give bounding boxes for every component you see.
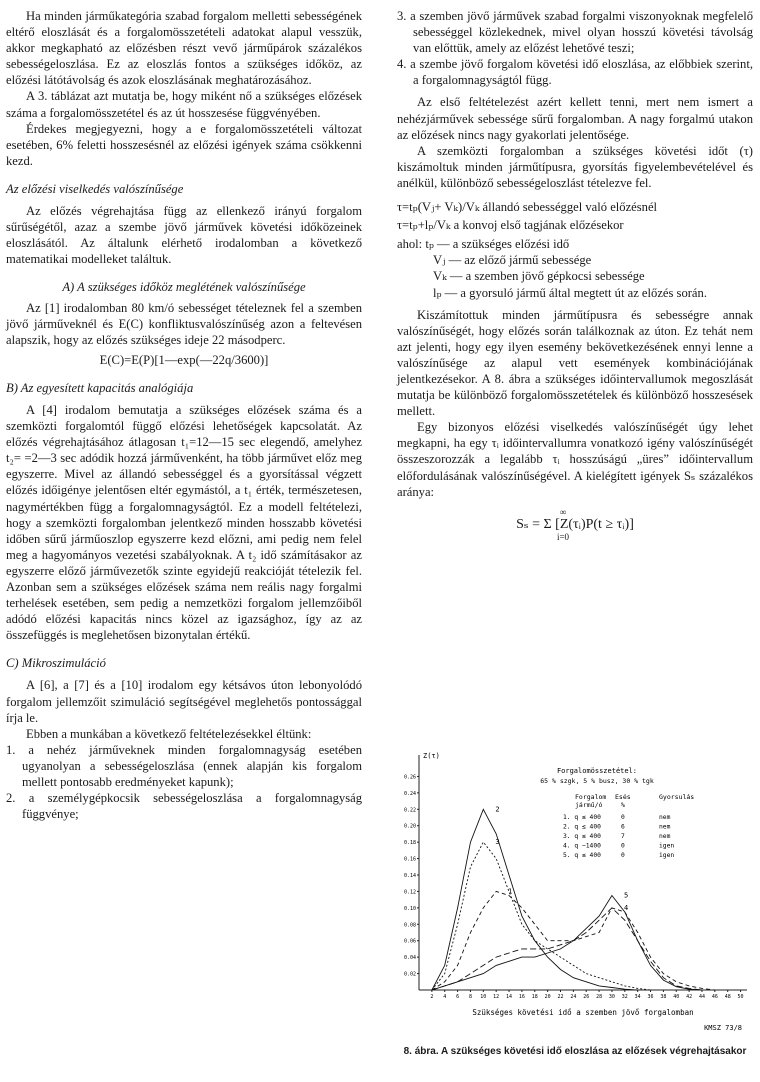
definition: lₚ — a gyorsuló jármű által megtett út az előzés során. <box>433 285 707 300</box>
paragraph: Egy bizonyos előzési viselkedés valószínűségét úgy lehet megkapni, ha egy τᵢ időintervallumra vonatkozó igény valószínűségét összeszorozzák a legalább τᵢ hosszúságú „üres” időintervallum előfordulásának valószínűségével. A kielégített igények Sₛ százalékos aránya: <box>397 420 753 499</box>
x-tick-label: 20 <box>544 994 551 1000</box>
series-label: 1 <box>508 887 513 896</box>
chart-legend <box>540 767 694 859</box>
x-tick-label: 24 <box>570 994 577 1000</box>
sum-lower-limit: i=0 <box>556 531 570 542</box>
paragraph: A [4] irodalom bemutatja a szükséges előzések száma és a szemközti forgalomtól függő előzési lehetőségek kapcsolatát. Az előzés végrehajtásához átlagosan t₁=12—15 sec elegendő, amelyhez t₂= =2—3 sec adódik hozzá járművenként, ha több járművet előz meg egyszerre. Mivel az állandó sebességgel és a gyorsítással végzett előzés időigénye jelentősen eltér egymástól, a t₁ érték, természetesen, nagymértékben függ a forgalomnagyságtól. Ez a modell feltételezi, hogy a szemközti forgalomban jelentkező minden hosszabb követési időben sűrű járműoszlop egyszerre kezd előzni, ami pedig nem felel meg a hagyományos vezetési szabályoknak. A t₂ idő számításakor az egyszerre előző járművezetők szinte egyidejű reakcióját tételezik fel. Azonban sem a szükséges előzések száma nem reális nagy forgalmi terhelések esetében, sem pedig a nemzetközi forgalom jellemzőiből adódó előzési kapacitás nincs közel az igazsághoz, így az az összefüggés is meglehetősen bizonytalan értékű. <box>6 402 362 643</box>
x-tick-label: 18 <box>531 994 538 1000</box>
definition: Vⱼ — az előző jármű sebessége <box>433 253 592 268</box>
sum-equation <box>397 508 753 542</box>
x-tick-label: 48 <box>724 994 731 1000</box>
figure-8-chart <box>397 745 759 1055</box>
paragraph: Az előzés végrehajtása függ az ellenkező irányú forgalom sűrűségétől, azaz a szembe jövő járművek követési időközeinek eloszlásától. Az általunk elérhető irodalomban a következő matematikai modelleket találtuk. <box>6 204 362 267</box>
x-tick-label: 36 <box>647 994 654 1000</box>
x-tick-label: 44 <box>698 994 705 1000</box>
figure-caption: 8. ábra. A szükséges követési idő eloszlása az előzések végrehajtásakor <box>403 1046 747 1057</box>
y-tick-label: 0.22 <box>403 807 416 814</box>
x-tick-label: 22 <box>557 994 564 1000</box>
legend-row-flow: 1. q ≤ 400 <box>563 814 601 821</box>
series-label: 5 <box>623 891 629 900</box>
legend-row-flow: 2. q ≤ 400 <box>563 823 601 831</box>
paragraph: A [6], a [7] és a [10] irodalom egy kétsávos úton lebonyolódó forgalom jellemzőit szimuláció segítségével meglehetős pontossággal írja le. <box>6 678 362 725</box>
legend-header: 65 % szgk, 5 % busz, 30 % tgk <box>540 777 654 785</box>
section-heading: C) Mikroszimuláció <box>6 656 106 671</box>
x-tick-label: 10 <box>480 994 487 1000</box>
paragraph: Érdekes megjegyezni, hogy a e forgalomösszetételi változat esetében, 6% feletti hosszesésnél az előzési igények száma csökkenni kezd. <box>6 121 362 168</box>
legend-row-slope: 0 <box>621 814 625 821</box>
section-heading: A) A szükséges időköz meglétének valószínűsége <box>62 280 306 295</box>
x-tick-label: 32 <box>621 994 628 1000</box>
series-label: 4 <box>623 903 629 912</box>
formula: τ=tₚ+lₚ/Vₖ a konvoj első tagjának előzésekor <box>397 218 624 233</box>
series-label: 3 <box>495 838 500 847</box>
x-axis-label: Szükséges követési idő a szemben jövő forgalomban <box>472 1008 694 1017</box>
sum-upper-limit: ∞ <box>559 506 567 517</box>
section-heading: B) Az egyesített kapacitás analógiája <box>6 380 194 395</box>
legend-row-accel: nem <box>659 833 671 840</box>
symbol-definitions <box>397 236 753 300</box>
paragraph: A 3. táblázat azt mutatja be, hogy miként nő a szükséges előzések száma a forgalomösszetétel és az út hosszesése függvényében. <box>6 89 362 120</box>
formula: τ=tₚ(Vⱼ+ Vₖ)/Vₖ állandó sebességgel való előzésnél <box>397 200 658 215</box>
equation: E(C)=E(P)[1—exp(—22q/3600)] <box>99 352 269 367</box>
legend-row-slope: 6 <box>621 823 625 831</box>
legend-column-header: Esés <box>615 793 631 801</box>
x-tick-label: 34 <box>634 994 641 1000</box>
x-tick-label: 16 <box>518 994 525 1000</box>
y-tick-label: 0.24 <box>403 790 416 797</box>
x-tick-label: 26 <box>583 994 590 1000</box>
x-tick-label: 8 <box>468 994 472 1000</box>
y-tick-label: 0.26 <box>403 774 416 781</box>
left-column <box>6 8 362 822</box>
y-axis-label: Z(τ) <box>423 752 440 760</box>
x-tick-label: 4 <box>443 994 447 1000</box>
legend-row-slope: 0 <box>621 842 625 850</box>
legend-column-header: Forgalom <box>575 793 607 801</box>
series-line <box>432 842 651 990</box>
legend-row-slope: 0 <box>621 852 625 859</box>
x-tick-label: 28 <box>596 994 603 1000</box>
y-tick-label: 0.12 <box>403 889 416 896</box>
paragraph: Kiszámítottuk minden járműtípusra és sebességre annak valószínűségét, hogy előzés során találkoznak az úton. Ez tehát nem azt jelenti, hogy egy ilyen esemény bekövetkezésének ennyi lenne a valószínűsége az alapul vett események kombinációjának jelentkezésekor. A 8. ábra a szükséges időintervallumok megoszlását mutatja be különböző forgalomösszetételek és különböző hosszesések mellett. <box>397 307 753 419</box>
paragraph: Ebben a munkában a következő feltételezésekkel éltünk: <box>26 726 312 741</box>
legend-row-accel: nem <box>659 814 671 821</box>
y-tick-label: 0.14 <box>403 873 416 879</box>
list-item: 3. a szemben jövő járművek szabad forgalmi viszonyoknak megfelelő sebességgel közlekednek, mivel olyan hosszú követési távolság van előttük, amely az előzést lehetővé teszi; <box>397 9 753 56</box>
x-tick-label: 6 <box>456 994 460 1000</box>
y-tick-label: 0.18 <box>403 840 416 847</box>
legend-row-accel: igen <box>659 852 675 859</box>
y-tick-label: 0.06 <box>403 938 416 945</box>
paragraph: A szemközti forgalomban a szükséges követési időt (τ) kiszámoltuk minden járműtípusra, gyorsítás figyelembevételével és anélkül, különböző sebességeloszlást tételezve fel. <box>397 143 753 190</box>
legend-row-slope: 7 <box>621 833 625 840</box>
definition: ahol: tₚ — a szükséges előzési idő <box>397 237 570 252</box>
legend-column-header: jármű/ó <box>575 801 603 809</box>
x-tick-label: 50 <box>737 994 744 1000</box>
y-tick-label: 0.02 <box>403 971 416 978</box>
legend-column-header: % <box>621 801 625 809</box>
sum-formula: Sₛ = Σ [Z(τᵢ)P(t ≥ τᵢ)] <box>516 516 634 532</box>
x-tick-label: 2 <box>430 994 434 1000</box>
list-item: 4. a szembe jövő forgalom követési idő eloszlása, az előbbiek szerint, a forgalomnagyságtól függ. <box>397 57 753 88</box>
legend-column-header: Gyorsulás <box>659 793 695 801</box>
legend-header: Forgalomösszetétel: <box>556 767 638 775</box>
list-item: 2. a személygépkocsik sebességeloszlása a forgalomnagyság függvénye; <box>6 791 362 822</box>
x-tick-label: 38 <box>660 994 667 1000</box>
legend-row-flow: 4. q ~1400 <box>563 842 601 850</box>
definition: Vₖ — a szemben jövő gépkocsi sebessége <box>433 269 645 284</box>
y-tick-label: 0.04 <box>403 955 416 962</box>
legend-row-accel: igen <box>659 842 675 850</box>
paragraph: Ha minden járműkategória szabad forgalom melletti sebességének eltérő eloszlását és a forgalomösszetételi adatokat alapul vesszük, akkor megkapható az előzésben részt vevő járműpárok százalékos sebességeloszlása. Ez az eloszlás fontos a szükséges időköz, az előzési látótávolság és azok eloszlásának meghatározásához. <box>6 9 362 88</box>
legend-row-accel: nem <box>659 823 671 831</box>
x-tick-label: 40 <box>673 994 680 1000</box>
legend-row-flow: 3. q ≤ 400 <box>563 833 601 840</box>
list-item: 1. a nehéz járműveknek minden forgalomnagyság esetében ugyanolyan a sebességeloszlása (ennek alapján kis forgalom mellett pontosabb eredményeket kapunk); <box>6 742 362 790</box>
paragraph: Az első feltételezést azért kellett tenni, mert nem ismert a nehézjárművek sebessége sűrű forgalomban. A nagy forgalmú utakon az előzések nincs nagy gyakorlati jelentősége. <box>397 95 753 142</box>
x-tick-label: 46 <box>711 994 718 1000</box>
figure-stamp: KMSZ 73/8 <box>704 1024 742 1032</box>
paragraph: Az [1] irodalomban 80 km/ó sebességet tételeznek fel a szemben jövő járműveknél és E(C) konfliktusvalószínűség azon a feltevésen alapszik, hogy az előzés szükséges ideje 22 másodperc. <box>6 300 362 347</box>
right-column <box>397 8 753 546</box>
x-tick-label: 42 <box>686 994 693 1000</box>
x-tick-label: 12 <box>493 994 500 1000</box>
section-heading: Az előzési viselkedés valószínűsége <box>6 181 184 196</box>
y-tick-label: 0.16 <box>403 856 416 863</box>
y-tick-label: 0.10 <box>403 905 416 912</box>
legend-row-flow: 5. q ≤ 400 <box>563 852 601 859</box>
series-label: 2 <box>495 805 500 814</box>
y-tick-label: 0.20 <box>403 823 416 830</box>
x-tick-label: 14 <box>506 994 513 1000</box>
y-tick-label: 0.08 <box>403 922 416 929</box>
x-tick-label: 30 <box>608 994 615 1000</box>
